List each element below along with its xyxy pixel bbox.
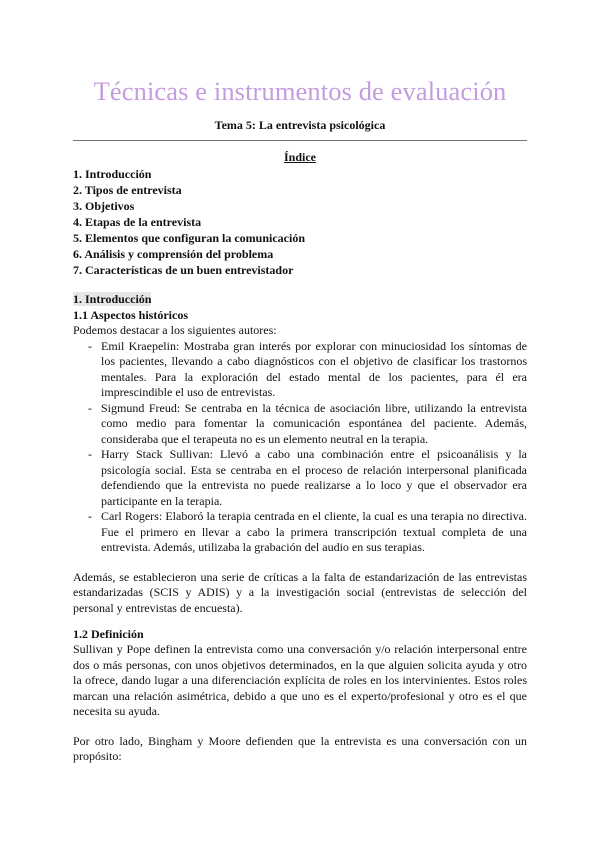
subsection-heading-definicion: 1.2 Definición — [73, 627, 144, 641]
toc-item-analisis[interactable]: 6. Análisis y comprensión del problema — [73, 247, 274, 261]
spacer — [73, 556, 527, 570]
bingham-moore-paragraph: Por otro lado, Bingham y Moore defienden que la entrevista es una conversación con un propósito: — [73, 733, 527, 763]
definition-paragraph: Sullivan y Pope definen la entrevista como una conversación y/o relación interpersonal entre dos o más personas, con unos objetivos determinados, en la que alguien solicita ayuda y otro la ofrece, dando lugar a una diferenciación explícita de roles en los intervinientes. Estos roles marcan una relación asimétrica, debido a que uno es el experto/profesional y otro es el que necesita su ayuda. — [73, 642, 527, 718]
authors-intro: Podemos destacar a los siguientes autores: — [73, 323, 277, 337]
section-heading — [73, 291, 527, 307]
table-of-contents — [73, 166, 305, 278]
list-item — [88, 400, 527, 448]
document-title: Técnicas e instrumentos de evaluación — [93, 76, 507, 106]
spacer — [73, 616, 527, 626]
toc-item-introduccion[interactable]: 1. Introducción — [73, 167, 152, 181]
spacer — [73, 720, 527, 734]
document-body — [73, 291, 527, 765]
list-item — [88, 338, 527, 401]
closing-paragraph: Además, se establecieron una serie de críticas a la falta de estandarización de las entrevistas estandarizadas (SCIS y ADIS) y a la investigación social (entrevistas de selección del personal y entrevistas de encuesta). — [73, 569, 527, 615]
toc-item-objetivos[interactable]: 3. Objetivos — [73, 199, 135, 213]
toc-item-tipos[interactable]: 2. Tipos de entrevista — [73, 183, 182, 197]
list-item — [88, 509, 527, 556]
toc-item-etapas[interactable]: 4. Etapas de la entrevista — [73, 215, 202, 229]
bullet-dash: - — [88, 400, 92, 415]
toc-heading: Índice — [283, 150, 316, 164]
section-heading-text: 1. Introducción — [73, 292, 152, 306]
list-item — [88, 447, 527, 509]
author-rogers: Carl Rogers: Elaboró la terapia centrada en el cliente, la cual es una terapia no directiva. Fue el primero en llevar a cabo la primera transcripción textual completa de una entrevista. Además, utilizaba la grabación del audio en sus terapias. — [101, 509, 527, 554]
authors-list — [73, 339, 527, 556]
bullet-dash: - — [88, 447, 92, 461]
author-sullivan: Harry Stack Sullivan: Llevó a cabo una combinación entre el psicoanálisis y la psicología social. Esta se centraba en el proceso de relación interpersonal planificada defendiendo que la entrevista no puede realizarse a lo loco y que el observador era participante en la terapia. — [101, 447, 527, 508]
toc-item-caracteristicas[interactable]: 7. Características de un buen entrevistador — [73, 263, 294, 277]
document-subtitle: Tema 5: La entrevista psicológica — [214, 118, 386, 132]
author-kraepelin: Emil Kraepelin: Mostraba gran interés por explorar con minuciosidad los síntomas de los pacientes, llevando a cabo diagnósticos con el objetivo de clasificar los trastornos mentales. Para la exploración del estado mental de los pacientes, para él era imprescindible el uso de entrevistas. — [101, 338, 527, 399]
subsection-heading-historicos: 1.1 Aspectos históricos — [73, 308, 188, 322]
toc-item-elementos[interactable]: 5. Elementos que configuran la comunicación — [73, 231, 306, 245]
bullet-dash: - — [88, 509, 92, 523]
horizontal-divider — [73, 140, 527, 141]
bullet-dash: - — [88, 338, 92, 353]
author-freud: Sigmund Freud: Se centraba en la técnica de asociación libre, utilizando la entrevista como medio para fomentar la comunicación espontánea del paciente. Además, consideraba que el terapeuta no es un elemento neutral en la terapia. — [101, 400, 527, 446]
